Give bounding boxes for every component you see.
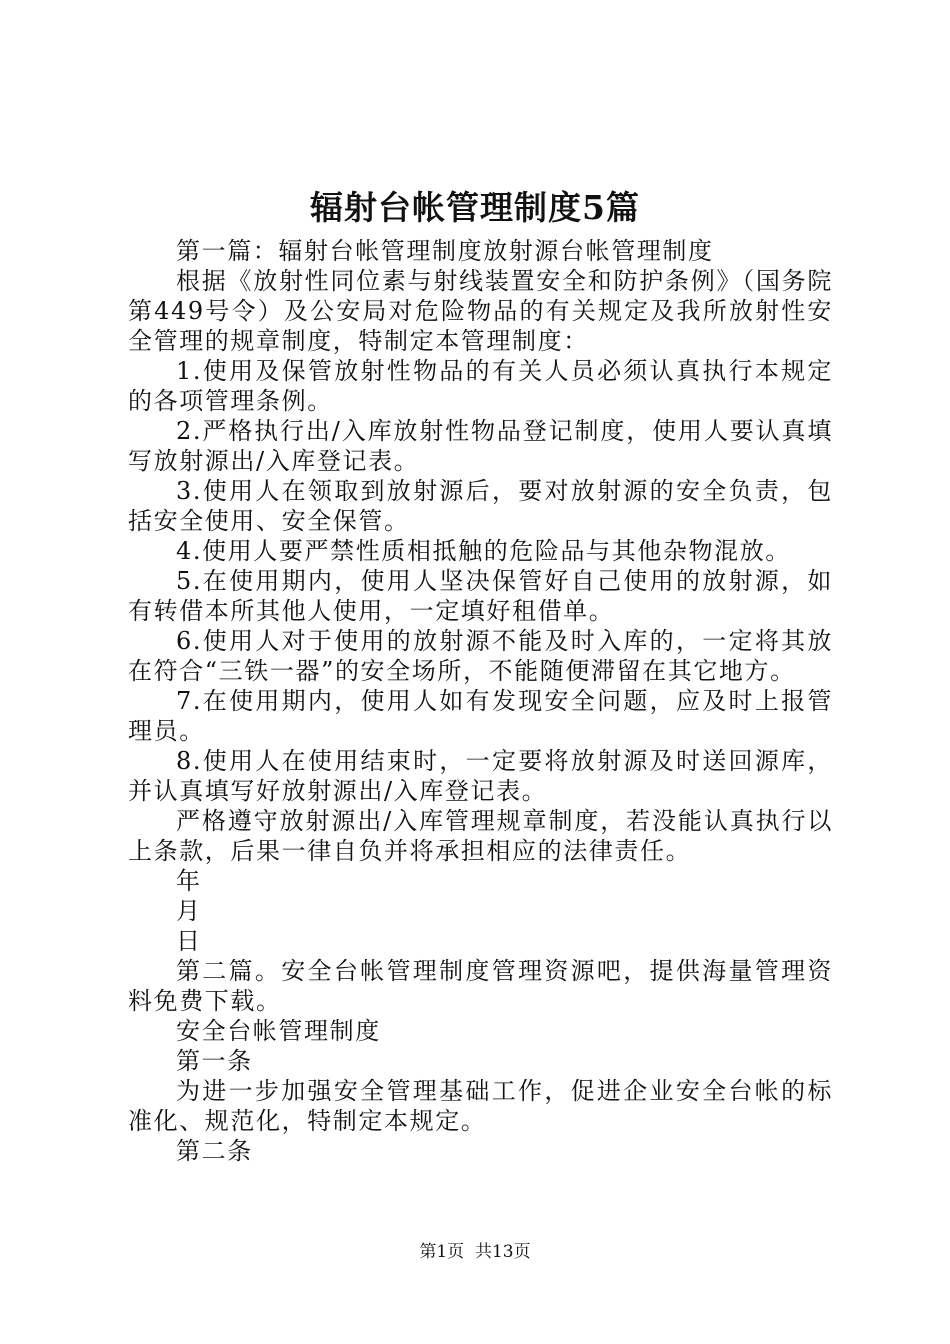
paragraph: 7.在使用期内，使用人如有发现安全问题，应及时上报管理员。	[128, 687, 833, 745]
paragraph: 1.使用及保管放射性物品的有关人员必须认真执行本规定的各项管理条例。	[128, 357, 833, 415]
page-footer: 第1页 共13页	[419, 1242, 531, 1262]
paragraph: 8.使用人在使用结束时，一定要将放射源及时送回源库，并认真填写好放射源出/入库登记表。	[128, 747, 833, 805]
paragraph: 5.在使用期内，使用人坚决保管好自己使用的放射源，如有转借本所其他人使用，一定填好租借单。	[128, 567, 833, 625]
paragraph: 为进一步加强安全管理基础工作，促进企业安全台帐的标准化、规范化，特制定本规定。	[128, 1077, 833, 1135]
paragraph: 严格遵守放射源出/入库管理规章制度，若没能认真执行以上条款，后果一律自负并将承担相应的法律责任。	[128, 807, 833, 865]
section-heading: 安全台帐管理制度	[176, 1017, 381, 1045]
date-year: 年	[176, 867, 202, 895]
paragraph: 4.使用人要严禁性质相抵触的危险品与其他杂物混放。	[176, 537, 791, 565]
paragraph: 6.使用人对于使用的放射源不能及时入库的，一定将其放在符合“三铁一器”的安全场所，不能随便滞留在其它地方。	[128, 627, 833, 685]
paragraph: 第二篇。安全台帐管理制度管理资源吧，提供海量管理资料免费下载。	[128, 957, 833, 1015]
paragraph: 根据《放射性同位素与射线装置安全和防护条例》（国务院第449号令）及公安局对危险物品的有关规定及我所放射性安全管理的规章制度，特制定本管理制度：	[128, 267, 833, 355]
article-heading: 第一条	[176, 1047, 253, 1075]
date-month: 月	[176, 897, 202, 925]
paragraph: 第一篇：辐射台帐管理制度放射源台帐管理制度	[176, 237, 714, 265]
paragraph: 2.严格执行出/入库放射性物品登记制度，使用人要认真填写放射源出/入库登记表。	[128, 417, 833, 475]
document-title: 辐射台帐管理制度5篇	[310, 188, 640, 227]
document-body	[128, 236, 833, 1166]
article-heading: 第二条	[176, 1137, 253, 1165]
paragraph: 3.使用人在领取到放射源后，要对放射源的安全负责，包括安全使用、安全保管。	[128, 477, 833, 535]
date-day: 日	[176, 927, 202, 955]
